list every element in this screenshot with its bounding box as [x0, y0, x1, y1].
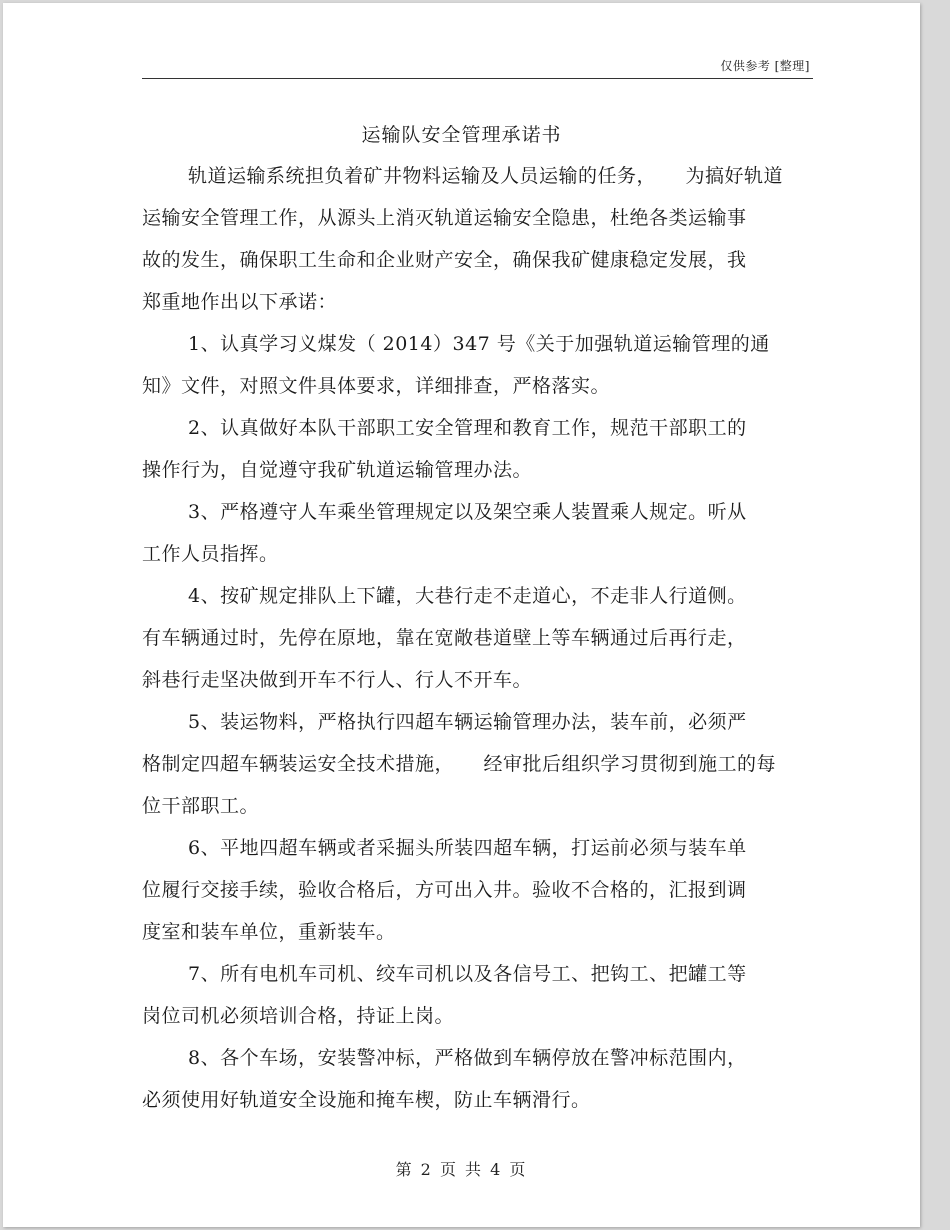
- paragraph-line: 有车辆通过时，先停在原地，靠在宽敞巷道壁上等车辆通过后再行走，: [142, 627, 747, 649]
- header-divider: [142, 78, 813, 79]
- paragraph-line: 度室和装车单位，重新装车。: [142, 921, 396, 943]
- paragraph: [142, 827, 813, 953]
- header-note: 仅供参考 [整理]: [720, 59, 810, 73]
- paragraph-line: 运输安全管理工作，从源头上消灭轨道运输安全隐患，杜绝各类运输事: [142, 207, 747, 229]
- paragraph-line: 位履行交接手续，验收合格后，方可出入井。验收不合格的，汇报到调: [142, 879, 747, 901]
- paragraph: [142, 491, 813, 575]
- paragraph-line: 6、平地四超车辆或者采掘头所装四超车辆，打运前必须与装车单: [188, 837, 747, 859]
- paragraph-line: 5、装运物料，严格执行四超车辆运输管理办法，装车前，必须严: [188, 711, 747, 733]
- paragraph-line: 知》文件，对照文件具体要求，详细排查，严格落实。: [142, 375, 611, 397]
- paragraph-line: 位干部职工。: [142, 795, 260, 817]
- paragraph: [142, 575, 813, 701]
- paragraph: [142, 323, 813, 407]
- paragraph: [142, 953, 813, 1037]
- paragraph-line: 3、严格遵守人车乘坐管理规定以及架空乘人装置乘人规定。听从: [188, 501, 747, 523]
- paragraph: [142, 701, 813, 827]
- paragraph-line: 工作人员指挥。: [142, 543, 279, 565]
- paragraph-line: 郑重地作出以下承诺：: [142, 291, 338, 313]
- paragraph-line: 故的发生，确保职工生命和企业财产安全，确保我矿健康稳定发展，我: [142, 249, 747, 271]
- paragraph-line: 斜巷行走坚决做到开车不行人、行人不开车。: [142, 669, 533, 691]
- page-number: 第 2 页 共 4 页: [395, 1160, 528, 1179]
- paragraph-line: 1、认真学习义煤发（ 2014）347 号《关于加强轨道运输管理的通: [188, 333, 770, 355]
- paragraph-line: 轨道运输系统担负着矿井物料运输及人员运输的任务， 为搞好轨道: [188, 165, 784, 187]
- paragraph-line: 岗位司机必须培训合格，持证上岗。: [142, 1005, 455, 1027]
- paragraph-line: 7、所有电机车司机、绞车司机以及各信号工、把钩工、把罐工等: [188, 963, 747, 985]
- paragraph-line: 必须使用好轨道安全设施和掩车楔，防止车辆滑行。: [142, 1089, 591, 1111]
- document-page: [3, 3, 920, 1227]
- paragraph-line: 4、按矿规定排队上下罐，大巷行走不走道心，不走非人行道侧。: [188, 585, 747, 607]
- paragraph: [142, 407, 813, 491]
- document-title: 运输队安全管理承诺书: [361, 124, 562, 146]
- document-body: [142, 155, 813, 1121]
- paragraph-line: 操作行为，自觉遵守我矿轨道运输管理办法。: [142, 459, 533, 481]
- paragraph: [142, 1037, 813, 1121]
- paragraph-line: 2、认真做好本队干部职工安全管理和教育工作，规范干部职工的: [188, 417, 747, 439]
- paragraph-line: 格制定四超车辆装运安全技术措施， 经审批后组织学习贯彻到施工的每: [142, 753, 777, 775]
- paragraph-line: 8、各个车场，安装警冲标，严格做到车辆停放在警冲标范围内，: [188, 1047, 747, 1069]
- paragraph: [142, 155, 813, 323]
